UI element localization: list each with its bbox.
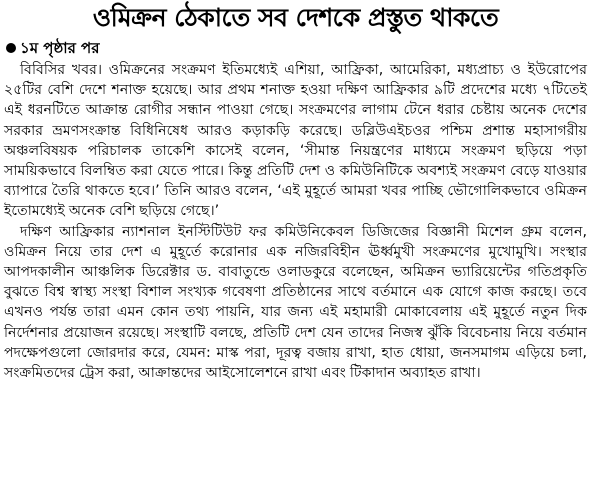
paragraph-2: দক্ষিণ আফ্রিকার ন্যাশনাল ইনস্টিটিউট ফর কমিউনিকেবল ডিজিজের বিজ্ঞানী মিশেল গ্রুম বলেন, ওমিক্রন নিয়ে তার দেশ এ মুহূর্তে করোনার এক নজিরবিহীন ঊর্ধ্বমুখী সংক্রমণের মুখোমুখি। সংস্থার আপদকালীন আঞ্চলিক ডিরেক্টার ড. বাবাতুন্ডে ওলাডকুরে বলেছেন, অমিক্রন ভ্যারিয়েন্টের গতিপ্রকৃতি বুঝতে বিশ্ব স্বাস্থ্য সংস্থা বিশাল সংখ্যক গবেষণা প্রতিষ্ঠানের সাথে বর্তমানে এক যোগে কাজ করছে। তবে এখনও পর্যন্ত তারা এমন কোন তথ্য পায়নি, যার জন্য এই মহামারী মোকাবেলায় এই মুহূর্তে নতুন দিক নির্দেশনার প্রয়োজন রয়েছে। সংস্থাটি বলছে, প্রতিটি দেশ যেন তাদের নিজস্ব ঝুঁকি বিবেচনায় নিয়ে বর্তমান পদক্ষেপগুলো জোরদার করে, যেমন: মাস্ক পরা, দূরত্ব বজায় রাখা, হাত ধোয়া, জনসমাগম এড়িয়ে চলা, সংক্রমিতদের ট্রেস করা, আক্রান্তদের আইসোলেশনে রাখা এবং টিকাদান অব্যাহত রাখা। <box>4 223 587 382</box>
continued-label: ১ম পৃষ্ঠার পর <box>20 39 100 57</box>
paragraph-1: বিবিসির খবর। ওমিক্রনের সংক্রমণ ইতিমধ্যেই এশিয়া, আফ্রিকা, আমেরিকা, মধ্যপ্রাচ্য ও ইউরোপের ২৫টির বেশি দেশে শনাক্ত হয়েছে। আর প্রথম শনাক্ত হওয়া দক্ষিণ আফ্রিকার ৯টি প্রদেশের মধ্যে ৭টিতেই এই ধরনটিতে আক্রান্ত রোগীর সন্ধান পাওয়া গেছে। সংক্রমণের লাগাম টেনে ধরার চেষ্টায় অনেক দেশের সরকার ভ্রমণসংক্রান্ত বিধিনিষেধ আরও কড়াকড়ি করেছে। ডব্লিউএইচওর পশ্চিম প্রশান্ত মহাসাগরীয় অঞ্চলবিষয়ক পরিচালক তাকেশি কাসেই বলেন, ‘সীমান্ত নিয়ন্ত্রণের মাধ্যমে সংক্রমণ ছড়িয়ে পড়া সাময়িকভাবে বিলম্বিত করা যেতে পারে। কিন্তু প্রতিটি দেশ ও কমিউনিটিকে অবশ্যই সংক্রমণ বেড়ে যাওয়ার ব্যাপারে তৈরি থাকতে হবে।’ তিনি আরও বলেন, ‘এই মুহূর্তে আমরা খবর পাচ্ছি ভৌগোলিকভাবে ওমিক্রন ইতোমধ্যেই অনেক বেশি ছড়িয়ে গেছে।’ <box>4 62 587 220</box>
headline: ওমিক্রন ঠেকাতে সব দেশকে প্রস্তুত থাকতে <box>92 3 499 32</box>
bullet-icon <box>6 43 16 53</box>
article-body <box>4 60 587 383</box>
continued-from-line <box>6 38 100 58</box>
